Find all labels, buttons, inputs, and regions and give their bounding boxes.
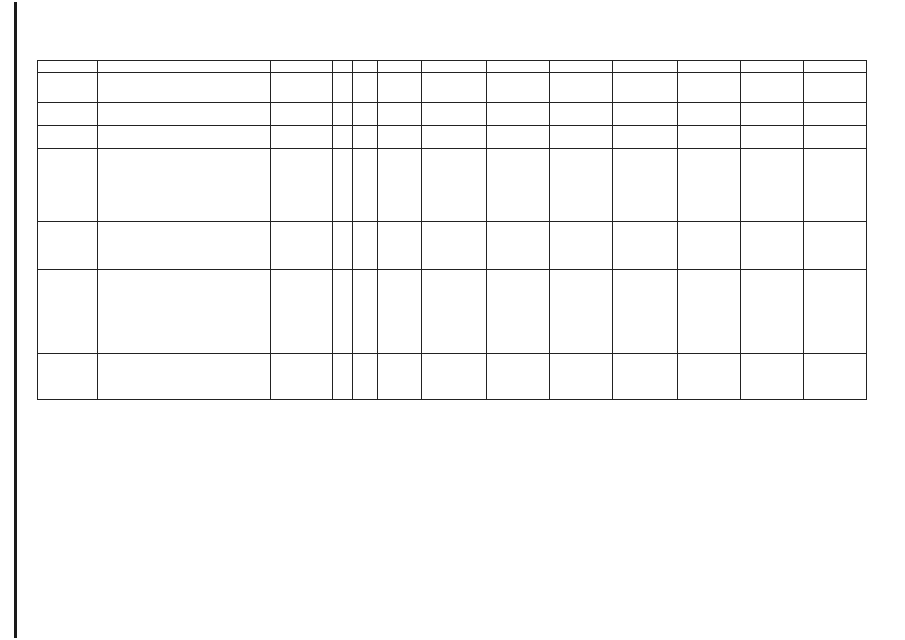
code-target (378, 149, 422, 222)
left-margin-bar (14, 2, 17, 638)
amount-cell (804, 73, 867, 103)
amount-cell (613, 103, 678, 126)
amount-cell (741, 73, 804, 103)
event-description (98, 149, 271, 222)
amount-cell (550, 149, 613, 222)
amount-cell (550, 354, 613, 400)
code-section (353, 354, 378, 400)
amount-cell (678, 73, 741, 103)
amount-cell (613, 222, 678, 270)
code-section (353, 73, 378, 103)
table-row (38, 126, 867, 149)
event-description (98, 103, 271, 126)
amount-cell (487, 149, 550, 222)
event-description (98, 270, 271, 354)
responsible-executor (271, 270, 333, 354)
amount-cell (422, 103, 487, 126)
amount-cell (422, 354, 487, 400)
column-number (678, 61, 741, 73)
amount-cell (741, 126, 804, 149)
event-label (38, 149, 98, 222)
event-label (38, 103, 98, 126)
amount-cell (804, 149, 867, 222)
event-description (98, 126, 271, 149)
column-number (804, 61, 867, 73)
table-row (38, 354, 867, 400)
amount-cell (487, 103, 550, 126)
responsible-executor (271, 73, 333, 103)
amount-cell (804, 103, 867, 126)
code-target (378, 73, 422, 103)
amount-cell (550, 270, 613, 354)
amount-cell (422, 73, 487, 103)
amount-cell (804, 270, 867, 354)
amount-cell (613, 149, 678, 222)
amount-cell (613, 354, 678, 400)
table-row (38, 103, 867, 126)
amount-cell (741, 270, 804, 354)
amount-cell (678, 103, 741, 126)
code-section (353, 222, 378, 270)
code-section (353, 149, 378, 222)
code-section (353, 103, 378, 126)
amount-cell (550, 126, 613, 149)
column-number (98, 61, 271, 73)
amount-cell (678, 149, 741, 222)
table-row (38, 270, 867, 354)
code-grbs (333, 73, 353, 103)
code-target (378, 270, 422, 354)
amount-cell (613, 73, 678, 103)
responsible-executor (271, 126, 333, 149)
amount-cell (613, 270, 678, 354)
amount-cell (422, 222, 487, 270)
code-target (378, 126, 422, 149)
header-row (38, 61, 867, 73)
code-grbs (333, 270, 353, 354)
code-grbs (333, 149, 353, 222)
code-grbs (333, 103, 353, 126)
amount-cell (422, 270, 487, 354)
amount-cell (804, 222, 867, 270)
amount-cell (550, 73, 613, 103)
event-description (98, 222, 271, 270)
amount-cell (422, 126, 487, 149)
amount-cell (487, 126, 550, 149)
column-number (741, 61, 804, 73)
amount-cell (487, 354, 550, 400)
responsible-executor (271, 222, 333, 270)
table-row (38, 149, 867, 222)
code-grbs (333, 354, 353, 400)
amount-cell (422, 149, 487, 222)
column-number (333, 61, 353, 73)
amount-cell (678, 354, 741, 400)
event-label (38, 126, 98, 149)
responsible-executor (271, 103, 333, 126)
responsible-executor (271, 354, 333, 400)
event-label (38, 270, 98, 354)
amount-cell (550, 222, 613, 270)
amount-cell (487, 73, 550, 103)
column-number (38, 61, 98, 73)
amount-cell (741, 354, 804, 400)
code-section (353, 126, 378, 149)
column-number (422, 61, 487, 73)
amount-cell (741, 103, 804, 126)
column-number (353, 61, 378, 73)
code-target (378, 222, 422, 270)
event-label (38, 222, 98, 270)
table-row (38, 222, 867, 270)
amount-cell (678, 270, 741, 354)
code-section (353, 270, 378, 354)
table-row (38, 73, 867, 103)
amount-cell (804, 354, 867, 400)
event-label (38, 73, 98, 103)
budget-table (37, 60, 867, 400)
column-number (271, 61, 333, 73)
column-number (487, 61, 550, 73)
amount-cell (678, 222, 741, 270)
amount-cell (741, 222, 804, 270)
amount-cell (487, 270, 550, 354)
amount-cell (741, 149, 804, 222)
amount-cell (678, 126, 741, 149)
code-target (378, 103, 422, 126)
code-target (378, 354, 422, 400)
responsible-executor (271, 149, 333, 222)
event-label (38, 354, 98, 400)
column-number (613, 61, 678, 73)
amount-cell (550, 103, 613, 126)
amount-cell (613, 126, 678, 149)
column-number (550, 61, 613, 73)
code-grbs (333, 222, 353, 270)
amount-cell (487, 222, 550, 270)
column-number (378, 61, 422, 73)
event-description (98, 354, 271, 400)
event-description (98, 73, 271, 103)
code-grbs (333, 126, 353, 149)
amount-cell (804, 126, 867, 149)
